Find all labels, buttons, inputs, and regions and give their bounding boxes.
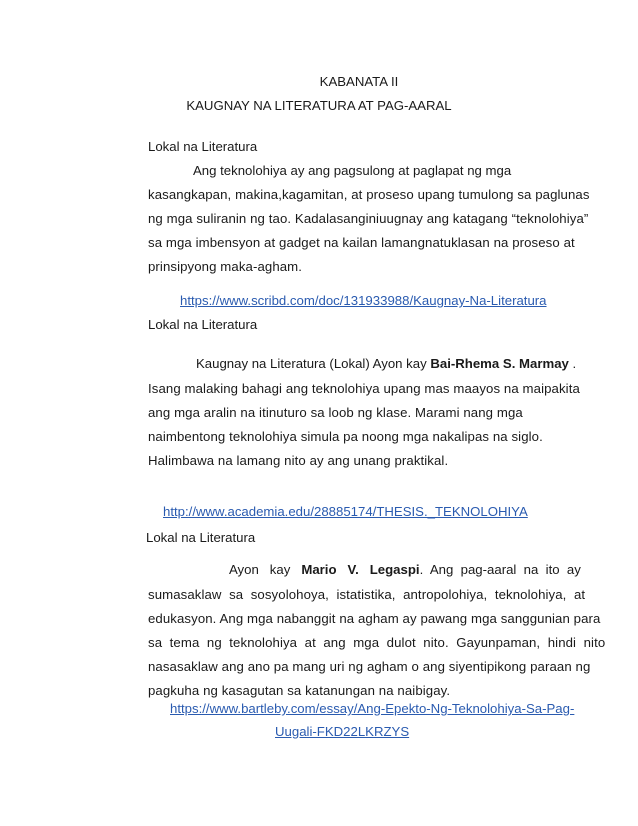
reference-link[interactable]: http://www.academia.edu/28885174/THESIS._TEKNOLOHIYA — [163, 504, 528, 519]
paragraph-intro — [196, 356, 576, 371]
paragraph-line: naimbentong teknolohiya simula pa noong mga nakalipas na siglo. — [148, 429, 543, 444]
chapter-title: KAUGNAY NA LITERATURA AT PAG-AARAL — [186, 98, 452, 113]
paragraph-line: kasangkapan, makina,kagamitan, at proseso upang tumulong sa paglunas — [148, 187, 590, 202]
paragraph-line: nasasaklaw ang ano pa mang uri ng agham o ang siyentipikong paraan ng — [148, 659, 591, 674]
section-label: Lokal na Literatura — [148, 139, 258, 154]
paragraph-line: edukasyon. Ang mga nabanggit na agham ay pawang mga sanggunian para — [148, 611, 601, 626]
reference-link-continued[interactable]: Uugali-FKD22LKRZYS — [275, 724, 410, 739]
paragraph-line: Ang teknolohiya ay ang pagsulong at paglapat ng mga — [193, 163, 512, 178]
paragraph-line: Halimbawa na lamang nito ay ang unang praktikal. — [148, 453, 449, 468]
paragraph-line: sa tema ng teknolohiya at ang mga dulot nito. Gayunpaman, hindi nito — [148, 635, 606, 650]
section-label: Lokal na Literatura — [146, 530, 256, 545]
reference-link[interactable]: https://www.bartleby.com/essay/Ang-Epekto-Ng-Teknolohiya-Sa-Pag- — [170, 701, 575, 716]
paragraph-line: sa mga imbensyon at gadget na kailan lamangnatuklasan na proseso at — [148, 235, 575, 250]
intro-end: . — [568, 356, 577, 371]
paragraph-line: pagkuha ng kasagutan sa katanungan na naibigay. — [148, 683, 451, 698]
paragraph-line: prinsipyong maka-agham. — [148, 259, 303, 274]
author-name: Bai-Rhema S. Marmay — [430, 356, 569, 371]
intro-text: Kaugnay na Literatura (Lokal) Ayon kay — [196, 356, 431, 371]
section-label: Lokal na Literatura — [148, 317, 258, 332]
intro-text: Ayon kay — [229, 562, 302, 577]
paragraph-line: sumasaklaw sa sosyolohoya, istatistika, antropolohiya, teknolohiya, at — [148, 587, 586, 602]
paragraph-intro — [229, 562, 581, 577]
paragraph-line: Isang malaking bahagi ang teknolohiya upang mas maayos na maipakita — [148, 381, 580, 396]
chapter-heading: KABANATA II — [319, 74, 399, 89]
intro-end: . Ang pag-aaral na ito ay — [419, 562, 581, 577]
author-name: Mario V. Legaspi — [301, 562, 420, 577]
reference-link[interactable]: https://www.scribd.com/doc/131933988/Kaugnay-Na-Literatura — [180, 293, 547, 308]
paragraph-line: ng mga suliranin ng tao. Kadalasanginiuugnay ang katagang “teknolohiya” — [148, 211, 589, 226]
paragraph-line: ang mga aralin na itinuturo sa loob ng klase. Marami nang mga — [148, 405, 523, 420]
